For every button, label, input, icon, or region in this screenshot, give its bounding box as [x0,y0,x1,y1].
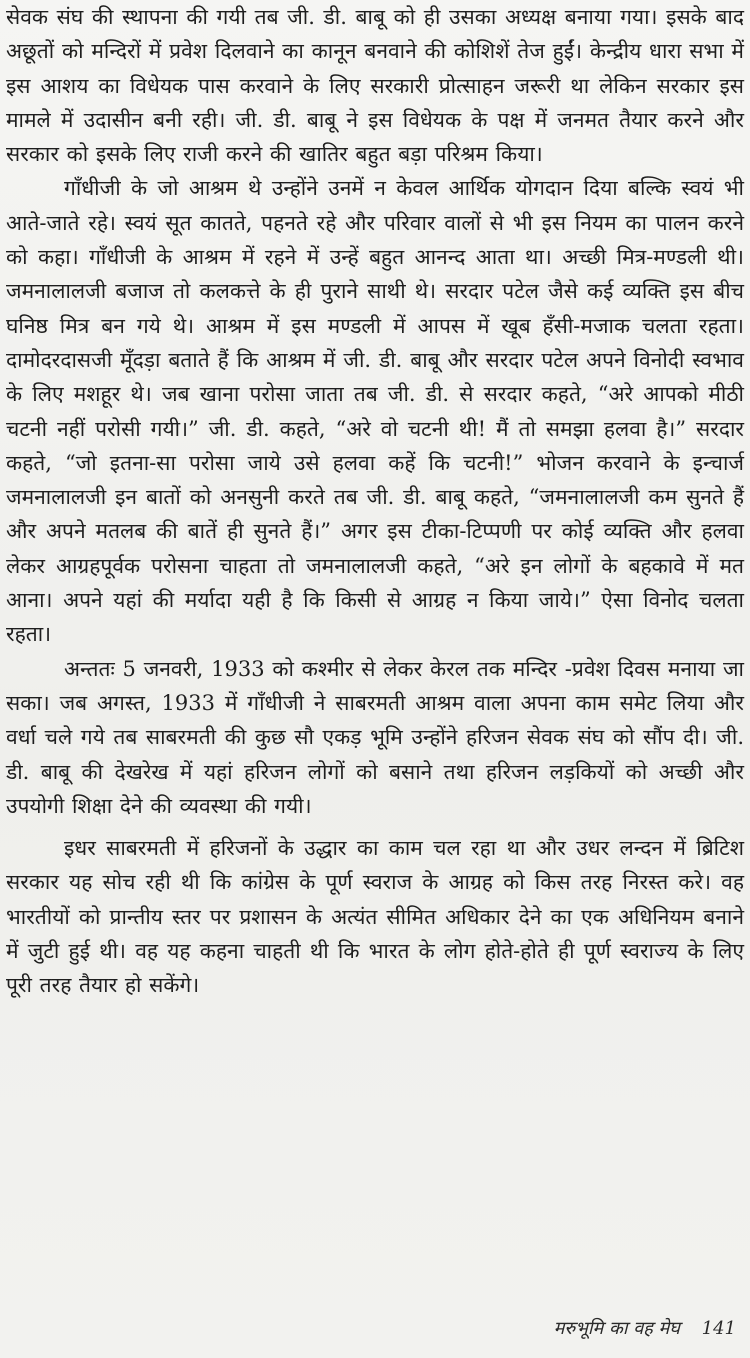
paragraph-1: सेवक संघ की स्थापना की गयी तब जी. डी. बाबू को ही उसका अध्यक्ष बनाया गया। इसके बाद अछूतों को मन्दिरों में प्रवेश दिलवाने का कानून बनवाने की कोशिशें तेज हुईं। केन्द्रीय धारा सभा में इस आशय का विधेयक पास करवाने के लिए सरकारी प्रोत्साहन जरूरी था लेकिन सरकार इस मामले में उदासीन बनी रही। जी. डी. बाबू ने इस विधेयक के पक्ष में जनमत तैयार करने और सरकार को इसके लिए राजी करने की खातिर बहुत बड़ा परिश्रम किया। [6,5,744,167]
paragraph-4: इधर साबरमती में हरिजनों के उद्धार का काम चल रहा था और उधर लन्दन में ब्रिटिश सरकार यह सोच रही थी कि कांग्रेस के पूर्ण स्वराज के आग्रह को किस तरह निरस्त करे। वह भारतीयों को प्रान्तीय स्तर पर प्रशासन के अत्यंत सीमित अधिकार देने का एक अधिनियम बनाने में जुटी हुई थी। वह यह कहना चाहती थी कि भारत के लोग होते-होते ही पूर्ण स्वराज्य के लिए पूरी तरह तैयार हो सकेंगे। [6,836,744,998]
page-footer [554,1316,736,1340]
page-number: 141 [701,1318,736,1339]
body-text [6,0,744,1003]
paragraph-2: गाँधीजी के जो आश्रम थे उन्होंने उनमें न केवल आर्थिक योगदान दिया बल्कि स्वयं भी आते-जाते रहे। स्वयं सूत कातते, पहनते रहे और परिवार वालों से भी इस नियम का पालन करने को कहा। गाँधीजी के आश्रम में रहने में उन्हें बहुत आनन्द आता था। अच्छी मित्र-मण्डली थी। जमनालालजी बजाज तो कलकत्ते के ही पुराने साथी थे। सरदार पटेल जैसे कई व्यक्ति इस बीच घनिष्ठ मित्र बन गये थे। आश्रम में इस मण्डली में आपस में खूब हँसी-मजाक चलता रहता। दामोदरदासजी मूँदड़ा बताते हैं कि आश्रम में जी. डी. बाबू और सरदार पटेल अपने विनोदी स्वभाव के लिए मशहूर थे। जब खाना परोसा जाता तब जी. डी. से सरदार कहते, “अरे आपको मीठी चटनी नहीं परोसी गयी।” जी. डी. कहते, “अरे वो चटनी थी! मैं तो समझा हलवा है।” सरदार कहते, “जो इतना-सा परोसा जाये उसे हलवा कहें कि चटनी!” भोजन करवाने के इन्चार्ज जमनालालजी इन बातों को अनसुनी करते तब जी. डी. बाबू कहते, “जमनालालजी कम सुनते हैं और अपने मतलब की बातें ही सुनते हैं।” अगर इस टीका-टिप्पणी पर कोई व्यक्ति और हलवा लेकर आग्रहपूर्वक परोसना चाहता तो जमनालालजी कहते, “अरे इन लोगों के बहकावे में मत आना। अपने यहां की मर्यादा यही है कि किसी से आग्रह न किया जाये।” ऐसा विनोद चलता रहता। [6,176,744,647]
running-title: मरुभूमि का वह मेघ [553,1318,680,1339]
paragraph-3: अन्ततः 5 जनवरी, 1933 को कश्मीर से लेकर केरल तक मन्दिर -प्रवेश दिवस मनाया जा सका। जब अगस्त, 1933 में गाँधीजी ने साबरमती आश्रम वाला अपना काम समेट लिया और वर्धा चले गये तब साबरमती की कुछ सौ एकड़ भूमि उन्होंने हरिजन सेवक संघ को सौंप दी। जी. डी. बाबू की देखरेख में यहां हरिजन लोगों को बसाने तथा हरिजन लड़कियों को अच्छी और उपयोगी शिक्षा देने की व्यवस्था की गयी। [6,656,744,818]
